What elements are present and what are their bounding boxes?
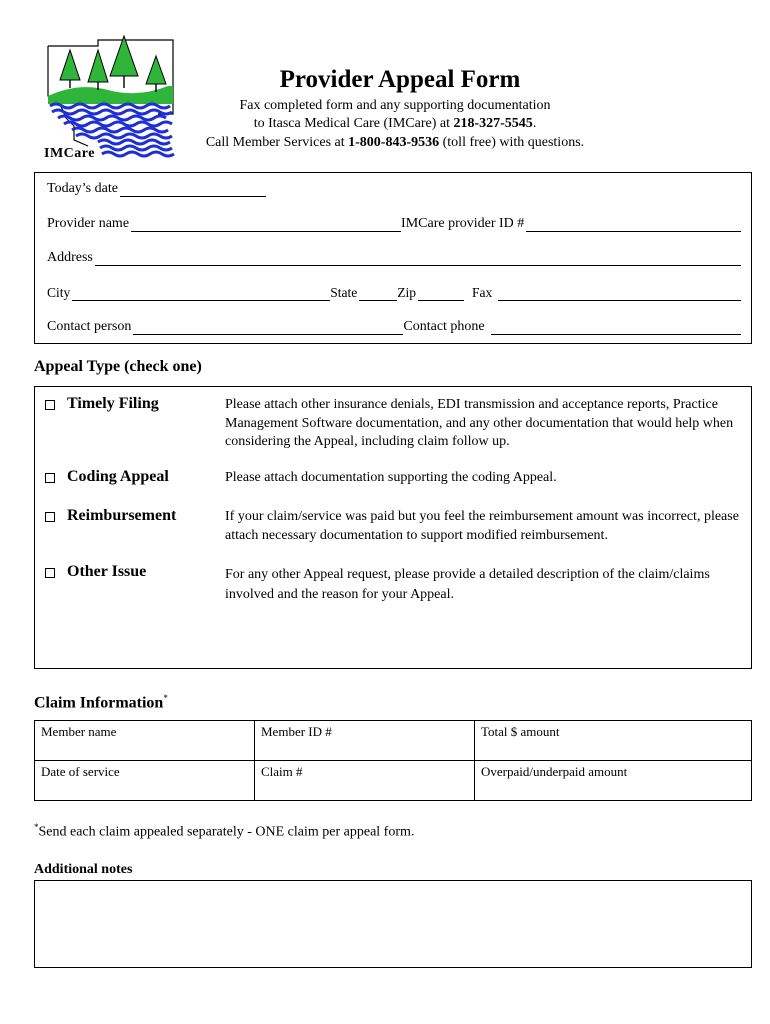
table-row [35,721,752,761]
timely-filing-label: Timely Filing [67,395,159,412]
provider-name-label: Provider name [47,216,130,231]
date-of-service-cell[interactable]: Date of service [35,761,255,801]
contact-phone-label: Contact phone [403,319,485,334]
other-issue-label: Other Issue [67,563,147,580]
header-fax-instruction: Fax completed form and any supporting documentation [239,98,551,113]
todays-date-field[interactable] [120,181,266,197]
fax-label: Fax [472,285,493,300]
additional-notes-field[interactable] [34,880,752,968]
state-field[interactable] [359,285,397,301]
city-label: City [47,285,71,300]
timely-filing-description: Please attach other insurance denials, EDI transmission and acceptance reports, Practice Management Software documentation, and any other documentation that would help when considering the Appeal, including claim follow up. [225,397,734,449]
zip-field[interactable] [418,285,464,301]
todays-date-label: Today’s date [47,181,118,196]
row-city [47,281,741,301]
row-address [47,246,741,266]
table-row [35,761,752,801]
row-contact [47,315,741,335]
overpaid-underpaid-cell[interactable]: Overpaid/underpaid amount [475,761,752,801]
phone-number: 1-800-843-9536 [348,135,440,150]
footnote-asterisk: * [34,822,39,832]
fax-number: 218-327-5545 [453,116,533,131]
contact-person-field[interactable] [133,319,403,335]
provider-name-field[interactable] [131,216,401,232]
city-field[interactable] [72,285,330,301]
provider-info-box [34,172,752,344]
claim-info-heading [34,693,168,712]
member-name-cell[interactable]: Member name [35,721,255,761]
address-label: Address [47,250,93,265]
fax-suffix: . [532,116,537,131]
claim-info-heading-text: Claim Information [34,694,164,712]
phone-suffix: (toll free) with questions. [439,135,585,150]
fax-prefix: to Itasca Medical Care (IMCare) at [253,116,454,131]
additional-notes-label: Additional notes [34,862,133,877]
provider-id-label: IMCare provider ID # [401,216,525,231]
total-amount-cell[interactable]: Total $ amount [475,721,752,761]
timely-filing-checkbox[interactable] [45,400,55,410]
address-field[interactable] [95,250,741,266]
reimbursement-label: Reimbursement [67,507,177,524]
option-coding-appeal[interactable] [45,468,169,486]
provider-id-field[interactable] [526,216,741,232]
option-timely-filing[interactable] [45,395,159,413]
option-other-issue[interactable] [45,563,146,581]
coding-appeal-label: Coding Appeal [67,468,169,485]
row-todays-date [47,177,741,197]
state-label: State [330,285,358,300]
coding-appeal-checkbox[interactable] [45,473,55,483]
other-issue-description: For any other Appeal request, please provide a detailed description of the claim/claims involved and the reason for your Appeal. [225,567,710,602]
logo-graphic [38,34,176,164]
appeal-type-heading: Appeal Type (check one) [34,358,202,375]
other-issue-checkbox[interactable] [45,568,55,578]
appeal-type-box [34,386,752,669]
claim-footnote [34,822,414,841]
header-fax-line [180,115,610,132]
option-reimbursement[interactable] [45,507,176,525]
header-phone-line [170,134,620,151]
coding-appeal-description: Please attach documentation supporting the coding Appeal. [225,470,557,485]
reimbursement-description: If your claim/service was paid but you feel the reimbursement amount was incorrect, please attach necessary documentation to support modified reimbursement. [225,509,739,543]
row-provider-name [47,212,741,232]
zip-label: Zip [397,285,417,300]
imcare-logo [38,34,176,164]
member-id-cell[interactable]: Member ID # [255,721,475,761]
claim-info-table [34,720,752,801]
footnote-text: Send each claim appealed separately - ONE claim per appeal form. [38,824,415,840]
form-title: Provider Appeal Form [279,66,521,93]
claim-info-asterisk: * [163,693,168,703]
contact-phone-field[interactable] [491,319,741,335]
phone-prefix: Call Member Services at [205,135,349,150]
contact-person-label: Contact person [47,319,132,334]
logo-text: IMCare [44,146,95,161]
fax-field[interactable] [498,285,741,301]
reimbursement-checkbox[interactable] [45,512,55,522]
claim-number-cell[interactable]: Claim # [255,761,475,801]
